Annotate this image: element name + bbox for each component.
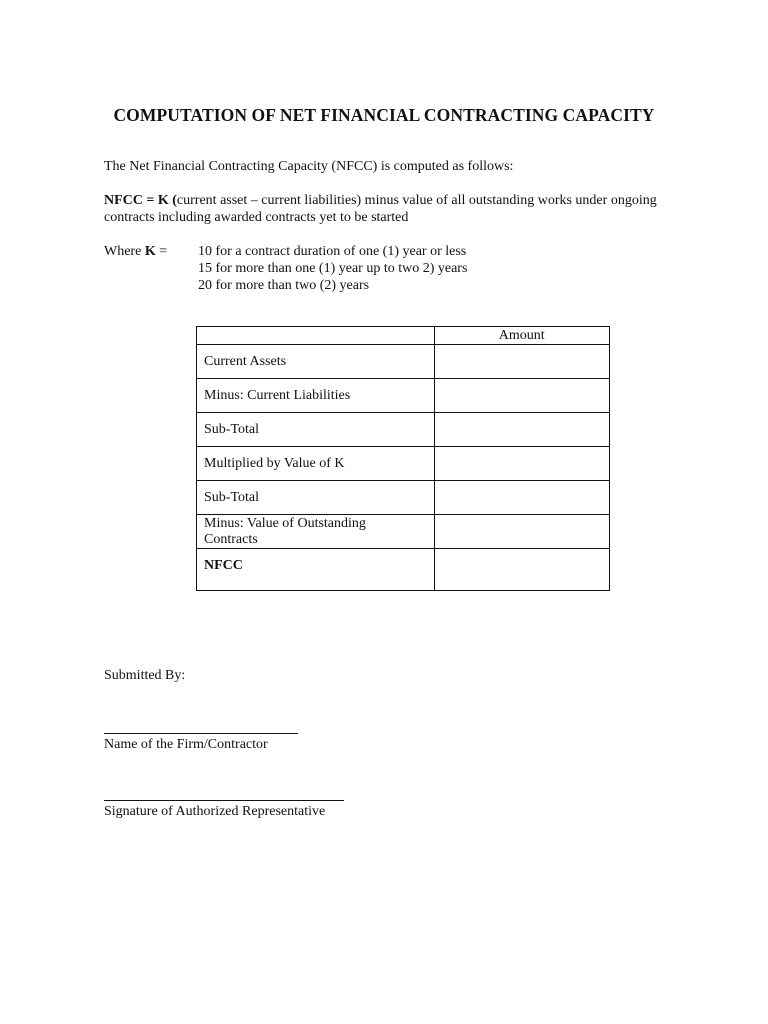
k-definition-label [104, 243, 167, 260]
amount-cell-multiplied-by-k[interactable] [434, 447, 610, 481]
table-row [197, 515, 610, 549]
amount-cell-sub-total-2[interactable] [434, 481, 610, 515]
amount-cell-sub-total-1[interactable] [434, 413, 610, 447]
table-row [197, 345, 610, 379]
table-row [197, 481, 610, 515]
row-label-outstanding-contracts: Minus: Value of Outstanding Contracts [197, 515, 435, 549]
firm-name-line[interactable] [104, 733, 298, 734]
row-label-sub-total-1: Sub-Total [197, 413, 435, 447]
nfcc-computation-table [196, 326, 610, 591]
k-value-2: 15 for more than one (1) year up to two 2) years [198, 261, 468, 276]
k-values-list [198, 243, 467, 294]
formula-lhs: NFCC = K ( [104, 193, 177, 208]
row-label-multiplied-by-k: Multiplied by Value of K [197, 447, 435, 481]
table-header-amount: Amount [434, 327, 610, 345]
row-label-current-liabilities: Minus: Current Liabilities [197, 379, 435, 413]
table-row [197, 447, 610, 481]
intro-paragraph: The Net Financial Contracting Capacity (NFCC) is computed as follows: [104, 159, 514, 174]
where-suffix: = [155, 244, 168, 259]
where-prefix: Where [104, 244, 145, 259]
where-k: K [144, 244, 156, 259]
submitted-by-label: Submitted By: [104, 668, 186, 683]
formula-rhs: current asset – current liabilities) minus value of all outstanding works under ongoing contracts including awarded contracts yet to be started [104, 193, 657, 225]
firm-name-block [104, 733, 298, 753]
table-header-row [197, 327, 610, 345]
signature-line[interactable] [104, 800, 344, 801]
amount-cell-current-assets[interactable] [434, 345, 610, 379]
row-label-nfcc: NFCC [197, 549, 435, 591]
formula-paragraph [104, 192, 684, 226]
table-row [197, 379, 610, 413]
k-value-3: 20 for more than two (2) years [198, 278, 370, 293]
table-row [197, 549, 610, 591]
row-label-current-assets: Current Assets [197, 345, 435, 379]
signature-caption: Signature of Authorized Representative [104, 804, 326, 819]
row-label-sub-total-2: Sub-Total [197, 481, 435, 515]
firm-name-caption: Name of the Firm/Contractor [104, 737, 268, 752]
table-header-blank [197, 327, 435, 345]
table-row [197, 413, 610, 447]
signature-block [104, 800, 344, 820]
amount-cell-nfcc[interactable] [434, 549, 610, 591]
amount-cell-current-liabilities[interactable] [434, 379, 610, 413]
amount-cell-outstanding-contracts[interactable] [434, 515, 610, 549]
k-value-1: 10 for a contract duration of one (1) year or less [198, 244, 467, 259]
document-title: COMPUTATION OF NET FINANCIAL CONTRACTING CAPACITY [113, 105, 655, 125]
